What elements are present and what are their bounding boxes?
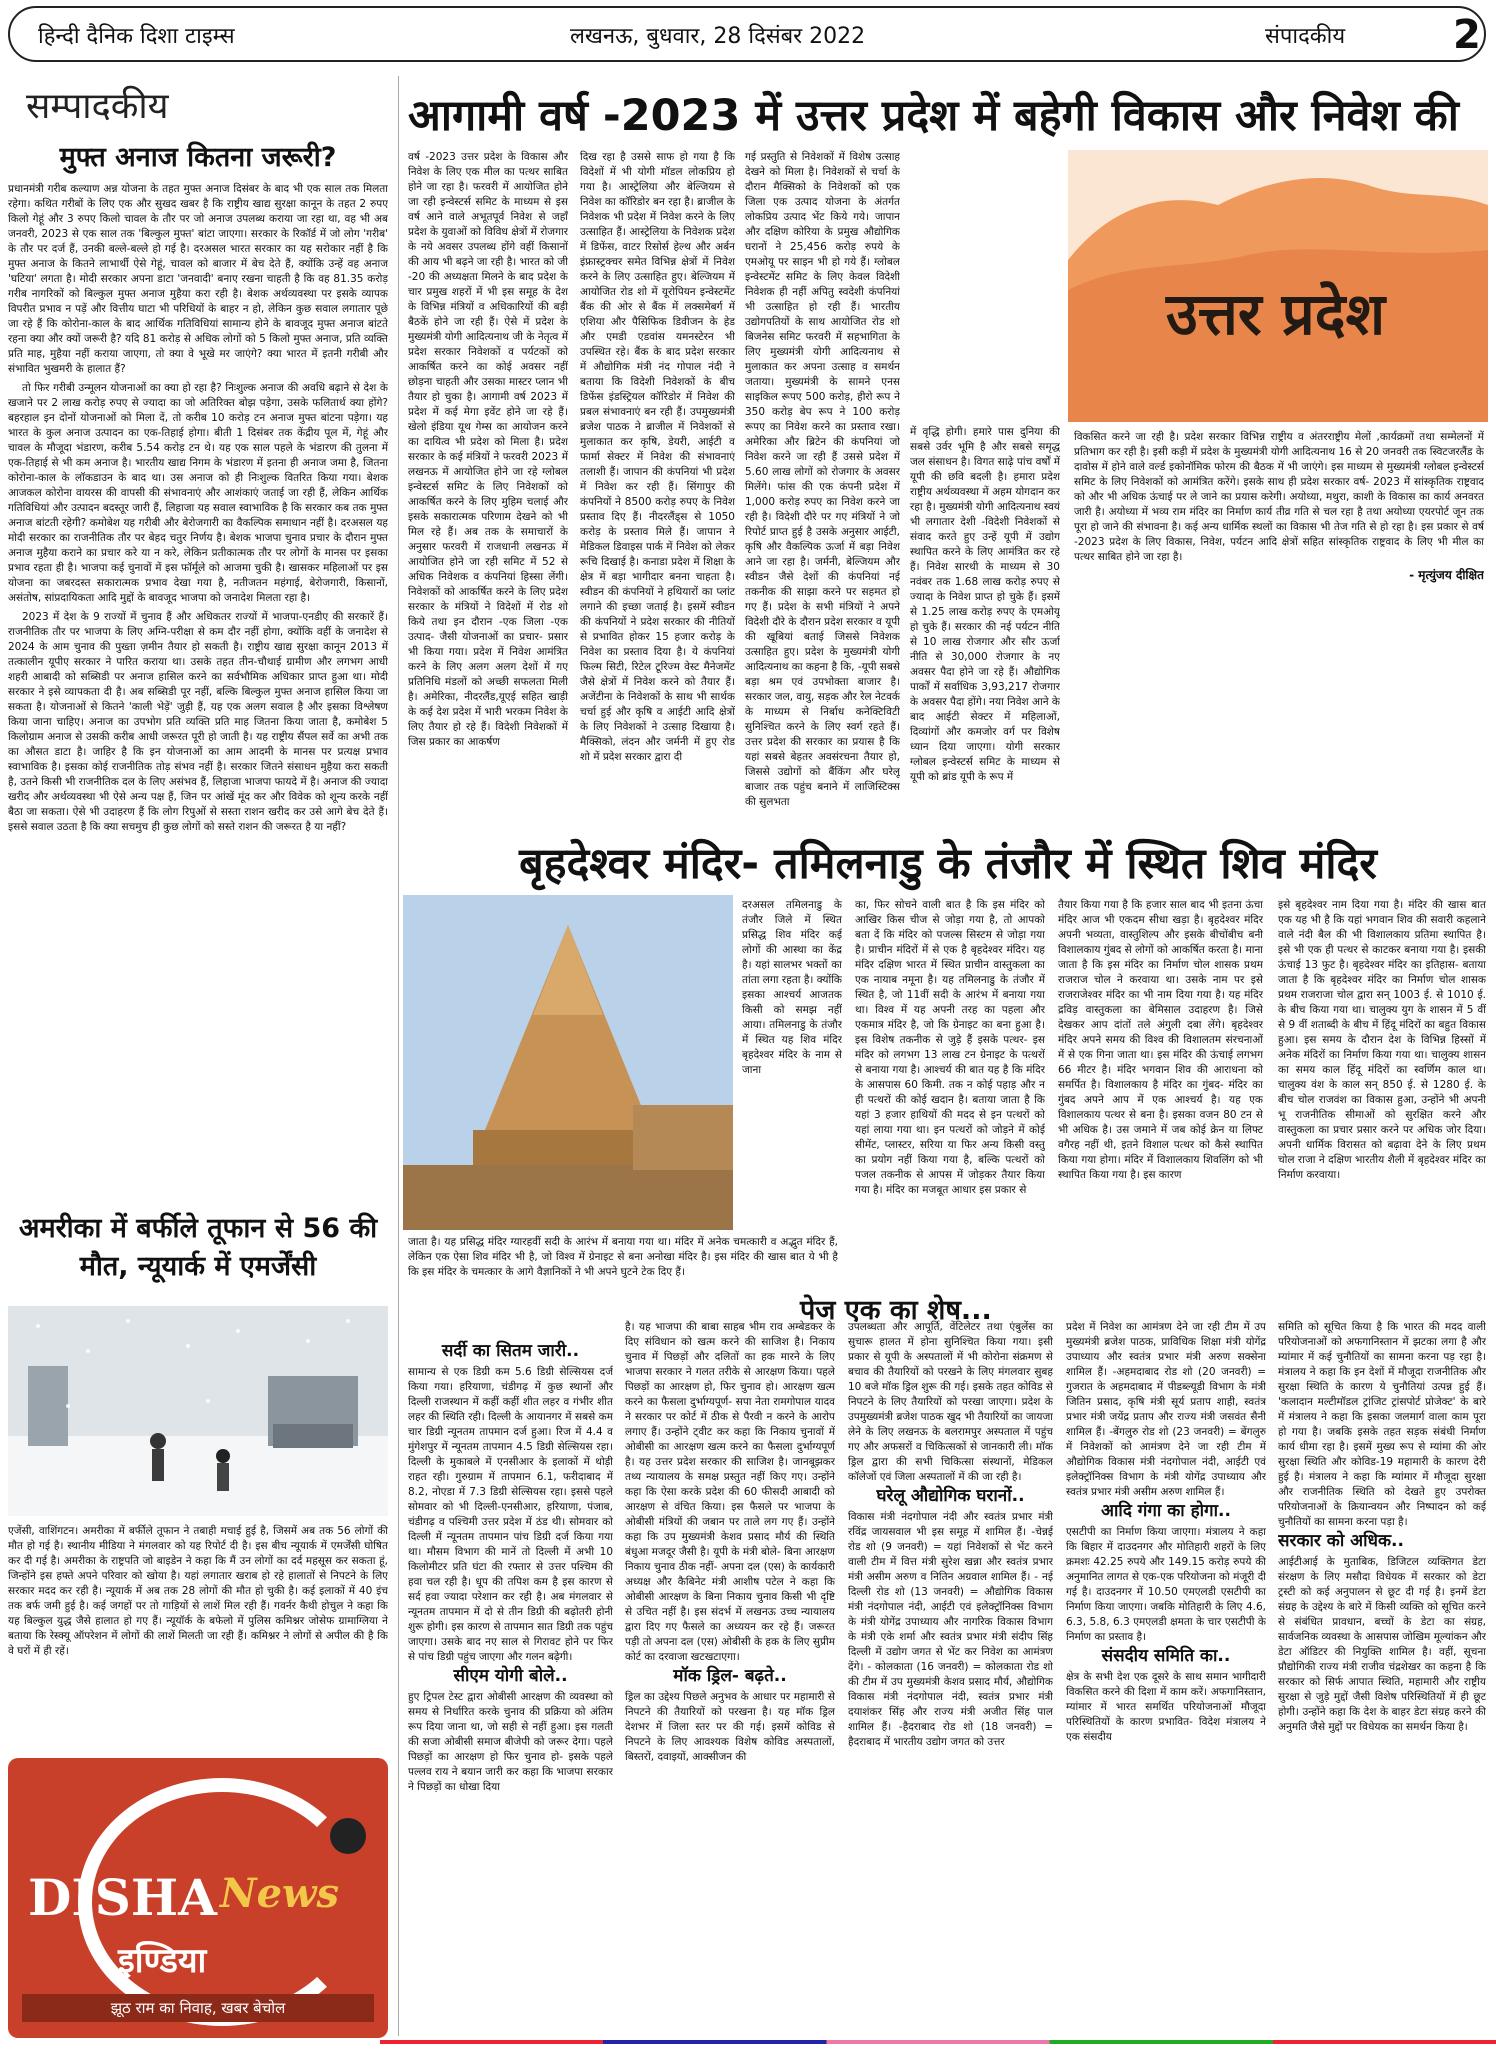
section-text: ड्रिल का उद्देश्य पिछले अनुभव के आधार पर महामारी से निपटने की तैयारियों को परखना है। यह मॉक ड्रिल देशभर में जिला स्तर पर की गई। इसमें कोविड से निपटने के लिए आवश्यक विशेष कोविड अस्पतालों, बिस्तरों, दवाइयों, आक्सीजन की (625, 1691, 835, 1763)
disha-news-promo (8, 1758, 388, 2038)
page-one-column-2 (625, 1320, 835, 2030)
promo-word-india: इण्डिया (118, 1941, 207, 1981)
up-column-4 (910, 150, 1060, 822)
promo-tagline: झूठ राम का निवाह, खबर बेचोल (22, 1994, 374, 2022)
up-map-image (1068, 150, 1488, 422)
section-text: है। यह भाजपा की बाबा साहब भीम राव अम्बेडकर के दिए संविधान को खत्म करने की साजिश है। निकाय चुनाव में पिछड़ों और दलितों का हक मारने के लिए भाजपा सरकार ने गलत तरीके से आरक्षण किया। पहले पिछड़ों का आरक्षण हो, फिर चुनाव हो। आरक्षण खत्म करने का फैसला दुर्भाग्यपूर्ण- सपा नेता रामगोपाल यादव ने सरकार पर कोर्ट में ठीक से पैरवी न करने के आरोप लगाए हैं। उन्होंने ट्वीट कर कहा कि निकाय चुनावों में ओबीसी का आरक्षण खत्म करने का फैसला दुर्भाग्यपूर्ण है। यह उत्तर प्रदेश सरकार की साजिश है। जानबूझकर तथ्य न्यायालय के समक्ष प्रस्तुत नहीं किए गए। उन्होंने कहा कि ऐसा करके प्रदेश की 60 फीसदी आबादी को आरक्षण से वंचित किया। इस फैसले पर भाजपा के ओबीसी मंत्रियों की जबान पर ताले लग गए हैं। उन्होंने कहा कि उप मुख्यमंत्री केशव प्रसाद मौर्य की स्थिति बंधुआ मजदूर जैसी है। यूपी के मंत्री बोले- बिना आरक्षण निकाय चुनाव ठीक नहीं- अपना दल (एस) के कार्यकारी अध्यक्ष और कैबिनेट मंत्री आशीष पटेल ने कहा कि ओबीसी आरक्षण के बिना निकाय चुनाव किसी भी दृष्टि से उचित नहीं है। इस संदर्भ में लखनऊ उच्च न्यायालय द्वारा दिए गए फैसले का अध्ययन कर रहे हैं। जरूरत पड़ी तो अपना दल (एस) ओबीसी के हक के लिए सुप्रीम कोर्ट का दरवाजा खटखटाएगा। (625, 1321, 835, 1663)
masthead-bar (8, 6, 1486, 62)
temple-text: का, फिर सोचने वाली बात है कि इस मंदिर को आखिर किस चीज से जोड़ा गया है, तो आपको बता दें कि मंदिर को पजल्स सिस्टम से जोड़ा गया है। प्राचीन मंदिरों में से एक है बृहदेश्वर मंदिर। यह मंदिर दक्षिण भारत में स्थित प्राचीन वास्तुकला का एक नायाब नमूना है। यह तमिलनाडु के तंजौर में स्थित है, जो 11वीं सदी के आरंभ में बनाया गया था। विश्व में यह अपनी तरह का पहला और एकमात्र मंदिर है, जो कि ग्रेनाइट का बना हुआ है। इस विशेष तकनीक से जुड़े हैं इसके पत्थर- इस मंदिर को लगभग 13 लाख टन ग्रेनाइट के पत्थरों से बनाया गया है। आश्चर्य की बात यह है कि मंदिर के आसपास 60 किमी. तक न कोई पहाड़ और न ही पत्थरों की कोई खदान है। बताया जाता है कि यहां 3 हजार हाथियों की मदद से इन पत्थरों को यहां लाया गया था। इन पत्थरों को जोड़ने में कोई सीमेंट, प्लास्टर, सरिया या फिर अन्य किसी वस्तु का प्रयोग नहीं किया गया है, बल्कि पत्थरों को पजल तकनीक से आपस में जोड़कर तैयार किया गया है। मंदिर का मजबूत आधार इस प्रकार से (855, 899, 1045, 1196)
up-text: में वृद्धि होगी। हमारे पास दुनिया की सबसे उर्वर भूमि है और सबसे समृद्ध जल संसाधन है। विगत साढ़े पांच वर्षों में यूपी की छवि बदली है। हमारा प्रदेश राष्ट्रीय अर्थव्यवस्था में अहम योगदान कर रहा है। मुख्यमंत्री योगी आदित्यनाथ स्वयं भी लगातार देशी -विदेशी निवेशकों से संवाद करते हुए उन्हें यूपी में उद्योग स्थापित करने के लिए आमंत्रित कर रहे हैं। निवेश सारथी के माध्यम से 30 नवंबर तक 1.68 लाख करोड़ रुपए से ज्यादा के निवेश प्राप्त हो चुके हैं। इसमें से 1.25 लाख करोड़ रुपए के एमओयू हो चुके हैं। सरकार की नई पर्यटन नीति से 10 लाख रोजगार और सौर ऊर्जा नीति से 30,000 रोजगार के नए अवसर पैदा होने जा रहे हैं। औद्योगिक पार्कों में सर्वाधिक 3,93,217 रोजगार के अवसर पैदा होंगे। नया निवेश आने के बाद आईटी सेक्टर में महिलाओं, दिव्यांगों और कमजोर वर्ग पर विशेष ध्यान दिया जाएगा। योगी सरकार ग्लोबल इन्वेस्टर्स समिट के माध्यम से यूपी को ब्रांड यूपी के रूप में (910, 426, 1060, 783)
snow-scene-image (8, 1306, 388, 1516)
up-text: वर्ष -2023 उत्तर प्रदेश के विकास और निवेश के लिए एक मील का पत्थर साबित होने जा रहा है। फरवरी में आयोजित होने जा रही इन्वेस्टर्स समिट के माध्यम से इस वर्ष आने वाले अभूतपूर्व निवेश से जहाँ प्रदेश के युवाओं को विविध क्षेत्रों में रोजगार के नये अवसर उपलब्ध होंगे वहीं किसानों की आय भी बढ़ने जा रही है। भारत को जी -20 की अध्यक्षता मिलने के बाद प्रदेश के चार प्रमुख शहरों में भी इस समूह के देश के विभिन्न मंत्रियों व अधिकारियों की बड़ी बैठकें होने जा रही हैं। ऐसे में प्रदेश के मुख्यमंत्री योगी आदित्यनाथ जी के नेतृत्व में प्रदेश सरकार निवेशकों व पर्यटकों को आकर्षित करने का कोई अवसर नहीं छोड़ना चाहती और उसका मास्टर प्लान भी तैयार हो चुका है। आगामी वर्ष 2023 में प्रदेश में कई मेगा इवेंट होने जा रहे हैं। खेलो इंडिया यूथ गेम्स का आयोजन करने का दायित्व भी प्रदेश को मिला है। प्रदेश सरकार के कई मंत्रियों ने फरवरी 2023 में लखनऊ में आयोजित होने जा रहे ग्लोबल इन्वेस्टर्स समिट के लिए निवेशकों को आकर्षित करने के लिए मुहिम चलाई और इसके सकारात्मक परिणाम देखने को भी मिल रहे हैं। अब तक के समाचारों के अनुसार फरवरी में राजधानी लखनऊ में आयोजित होने जा रही समिट में 52 से अधिक निवेशक व कंपनियां हिस्सा लेंगी। निवेशकों को आकर्षित करने के लिए प्रदेश सरकार के मंत्रियों ने विदेशों में रोड शो किये तथा इन दौरान -एक जिला -एक उत्पाद- जैसी योजनाओं का प्रचार- प्रसार भी किया गया। प्रदेश में निवेश आमंत्रित करने के लिए अलग अलग देशों में गए प्रतिनिधि मंडलों को अच्छी सफलता मिली है। अमेरिका, नीदरलैंड,यूएई सहित खाड़ी के कई देश प्रदेश में भारी भरकम निवेश के लिए तैयार हो रहे हैं। विदेशी निवेशकों में जिस प्रकार का आकर्षण (408, 151, 568, 748)
editorial-title: मुफ्त अनाज कितना जरूरी? (59, 142, 337, 173)
temple-text: दरअसल तमिलनाडु के तंजौर जिले में स्थित प्रसिद्ध शिव मंदिर कई लोगों की आस्था का केंद्र है। यहां सालभर भक्तों का तांता लगा रहता है। क्योंकि इसका आश्चर्य आजतक किसी को समझ नहीं आया। तमिलनाडु के तंजौर में स्थित यह शिव मंदिर बृहदेश्वर मंदिर के नाम से जाना (742, 899, 842, 1076)
temple-column-3 (1058, 898, 1263, 1273)
section-heading: घरेलू औद्योगिक घरानों.. (876, 1486, 1025, 1506)
section-text: आईटीआई के मुताबिक, डिजिटल व्यक्तिगत डेटा संरक्षण के लिए मसौदा विधेयक में सरकार को डेटा ट्रस्टी को कई अनुपालन से छूट दी गई है। इनमें डेटा संग्रह के उद्देश्य के बारे में किसी व्यक्ति को सूचित करने से संबंधित प्रावधान, बच्चों के डेटा का संग्रह, सार्वजनिक व्यवस्था के आसपास जोखिम मूल्यांकन और डेटा ऑडिटर की नियुक्ति शामिल है। वहीं, सूचना प्रौद्योगिकी राज्य मंत्री राजीव चंद्रशेखर का कहना है कि सरकार को सिर्फ आपात स्थिति, महामारी और राष्ट्रीय सुरक्षा से जुड़े मुद्दों जैसी विशेष परिस्थितियों में ही छूट होगी। उन्होंने कहा कि देश के बाहर डेटा संग्रह करने की अनुमति जैसे मुद्दों पर विधेयक का समर्थन किया है। (1278, 1556, 1486, 1733)
page-number: 2 (1453, 12, 1481, 58)
editorial-label: सम्पादकीय (26, 86, 169, 127)
editorial-paragraph: प्रधानमंत्री गरीब कल्याण अन्न योजना के तहत मुफ्त अनाज दिसंबर के बाद भी एक साल तक मिलता रहेगा। कथित गरीबों के लिए एक और सुखद खबर है कि राष्ट्रीय खाद्य सुरक्षा कानून के तहत 2 रुपए किलो गेहूं और 3 रुपए किलो चावल के तौर पर जो अनाज उपलब्ध कराया जा रहा था, वह भी अब जनवरी, 2023 से एक साल तक 'बिल्कुल मुफ्त' बांटा जाएगा। सरकार के रिकॉर्ड में जो लोग 'गरीब' के तौर पर दर्ज हैं, उनकी बल्ले-बल्ले हो गई है। दरअसल भारत सरकार का यह सरोकार नहीं है कि मुफ्त अनाज के कितने लाभार्थी ऐसे गेहूं, चावल को बाजार में बेच देते हैं, क्योंकि उन्हें वह अनाज 'घटिया' लगता है। मोदी सरकार अपना डाटा 'जनवादी' बनाए रखना चाहती है कि वह 81.35 करोड़ गरीब नागरिकों को बिल्कुल मुफ्त अनाज मुहैया करा रही है। बेशक अर्थव्यवस्था पर इसके व्यापक विपरीत प्रभाव न पड़ें और वित्तीय घाटा भी परिधियों के बाहर न हो, लेकिन कुछ सवाल लगातार पूछे जा रहे हैं कि कोरोना-काल के बाद आर्थिक गतिविधियां सामान्य होने के बावजूद मुफ्त अनाज बांटते रहना क्या और क्यों जरूरी है? यदि 81 करोड़ से अधिक लोगों को 5 किलो मुफ्त अनाज, प्रति व्यक्ति प्रति माह, मुहैया नहीं कराया जाएगा, तो क्या वे भूखे मर जाएंगे? क्या भारत में इतनी गरीबी और संभावित भुखमरी के हालात हैं? (8, 183, 388, 375)
up-text: गई प्रस्तुति से निवेशकों में विशेष उत्साह देखने को मिला है। निवेशकों से चर्चा के दौरान मैक्सिको के निवेशकों को एक जिला एक उत्पाद योजना के अंतर्गत लोकप्रिय उत्पाद भेंट किये गये। जापान और दक्षिण कोरिया के प्रमुख औद्योगिक घरानों ने 25,456 करोड़ रुपये के एमओयू पर साइन भी हो गये हैं। ग्लोबल इन्वेस्टमेंट समिट के लिए केवल विदेशी निवेशक ही नहीं अपितु स्वदेशी कंपनियां भी उत्साहित हो रही हैं। भारतीय उद्योगपतियों के साथ आयोजित रोड शो बिजनेस समिट फरवरी में सहभागिता के लिए मुख्यमंत्री योगी आदित्यनाथ से मुलाकात कर अपना उत्साह व समर्थन जताया। मुख्यमंत्री के सामने एनस साइकिल रूपए 500 करोड़, हीरो रूप ने 350 करोड़ बेप रूप ने 100 करोड़ रूपए का निवेश करने का प्रस्ताव रखा। अमेरिका और ब्रिटेन की कंपनियां जो निवेश करने जा रही हैं उससे प्रदेश में 5.60 लाख लोगों को रोजगार के अवसर मिलेंगे। फांस की एक कंपनी प्रदेश में 1,000 करोड़ रुपए का निवेश करने जा रही है। विदेशी दौरे पर गए मंत्रियों ने जो रिपोर्ट प्राप्त हुई है उसके अनुसार आईटी, कृषि और वैकल्पिक ऊर्जा में बड़ा निवेश आने जा रहा है। जर्मनी, बेल्जियम और स्वीडन जैसे देशों की कंपनियां नई तकनीक की साझा करने पर सहमत हो गए हैं। प्रदेश के सभी मंत्रियों ने अपने विदेशी दौरे के दौरान प्रदेश सरकार व यूपी की खूबियां बताई जिससे निवेशक उत्साहित हुए। प्रदेश के मुख्यमंत्री योगी आदित्यनाथ का कहना है कि, -यूपी सबसे बड़ा श्रम एवं उपभोक्ता बाजार है। सरकार जल, वायु, सड़क और रेल नेटवर्क के माध्यम से निर्बाध कनेक्टिविटी सुनिश्चित करने के लिए स्वर्ग रहते हैं। उत्तर प्रदेश की सरकार का प्रयास है कि यहां सबसे बेहतर अवसंरचना तैयार हो, जिससे उद्योगों को बैंकिंग और घरेलू बाजार तक पहुंच बनाने में लाजिस्टिक्स की सुलभता (745, 151, 900, 808)
page-one-column-4 (1066, 1320, 1266, 2030)
map-label: उत्तर प्रदेश (1166, 280, 1386, 348)
up-text: दिख रहा है उससे साफ हो गया है कि विदेशों में भी योगी मॉडल लोकप्रिय हो गया है। आस्ट्रेलिया और बेल्जियम से निवेश का कॉरिडोर बन रहा है। ब्राजील के निवेशक भी प्रदेश में निवेश करने के लिए उत्साहित हैं। आस्ट्रेलिया के निवेशक प्रदेश में डिफेंस, वाटर रिसोर्स हेल्थ और अर्बन इंफ्रास्ट्रक्चर समेत विभिन्न क्षेत्रों में निवेश करने के लिए उत्साहित हुए। बेल्जियम में आयोजित रोड शो में यूरोपियन इन्वेस्टमेंट बैंक की ओर से बैंक में लक्समेबर्ग में एशिया और पैसिफिक डिवीजन के हेड और एमडी एडवांस यमनस्टेरन भी उपस्थित रहे। बैंक के बाद प्रदेश सरकार में औद्योगिक मंत्री नंद गोपाल नंदी ने बताया कि विदेशी निवेशकों के बीच डिफेंस इंडस्ट्रियल कॉरिडोर में निवेश की प्रबल संभावनाएं बन रही हैं। उपमुख्यमंत्री ब्रजेश पाठक ने ब्राजील में निवेशकों से मुलाकात कर कृषि, डेयरी, आईटी व फार्मा सेक्टर में निवेश की संभावनाएं तलाशी हैं। जापान की कंपनियां भी प्रदेश में निवेश कर रही हैं। सिंगापुर की कंपनियों ने 8500 करोड़ रुपए के निवेश प्रस्ताव दिए हैं। नीदरलैंड्स से 1050 करोड़ के प्रस्ताव मिले हैं। जापान ने मेडिकल डिवाइस पार्क में निवेश को लेकर रूचि दिखाई है। कनाडा प्रदेश में शिक्षा के क्षेत्र में बड़ा भागीदार बनना चाहता है। स्वीडन की कंपनियों ने हथियारों का प्लांट लगाने की इच्छा जताई है। इसमें स्वीडन की कंपनियों ने प्रदेश सरकार की नीतियों से प्रभावित होकर 15 हजार करोड़ के निवेश का प्रस्ताव दिया है। ये कंपनियां फिल्म सिटी, रिटेल टूरिज्म वेस्ट मैनेजमेंट जैसे क्षेत्रों में निवेश करने को तैयार हैं। अजेंटीना के निवेशकों के साथ भी सार्थक चर्चा हुई और कृषि व आईटी आदि क्षेत्रों के लिए निवेशकों ने उत्साह दिखाया है। मैक्सिको, लंदन और जर्मनी में हुए रोड शो में प्रदेश सरकार द्वारा दी (580, 151, 735, 763)
up-column-4-spacer (910, 150, 1060, 422)
temple-text: इसे बृहदेश्वर नाम दिया गया है। मंदिर की खास बात एक यह भी है कि यहां भगवान शिव की सवारी कहलाने वाले नंदी बैल की भी विशालकाय प्रतिमा स्थापित है। इसे भी एक ही पत्थर से काटकर बनाया गया है। इसकी ऊंचाई 13 फुट है। बृहदेश्वर मंदिर का इतिहास- बताया जाता है कि बृहदेश्वर मंदिर का निर्माण चोल शासक प्रथम राजराजा चोल द्वारा सन् 1003 ई. से 1010 ई. के बीच किया गया था। चालुक्य युग के शासन में 5 वीं से 9 वीं शताब्दी के बीच में हिंदू मंदिरों का बहुत विकास हुआ। इस समय के दौरान देश के विभिन्न हिस्सों में अनेक मंदिरों का निर्माण किया गया था। चालुक्य शासन का समय काल हिंदू मंदिरों का स्वर्णिम काल था। चालुक्य वंश के काल सन् 850 ई. से 1280 ई. के बीच चोल राजवंश का विकास हुआ, उन्होंने भी अपनी भू राजनीतिक सीमाओं को सुरक्षित करने और वास्तुकला का प्रचार प्रसार करने पर अधिक जोर दिया। अपनी धार्मिक विरासत को बढ़ावा देने के लिए प्रथम चोल राजा ने दक्षिण भारतीय शैली में बृहदेश्वर मंदिर का निर्माण करवाया। (1278, 899, 1486, 1181)
promo-word-disha: DISHA (28, 1868, 217, 1927)
editorial-paragraph: 2023 में देश के 9 राज्यों में चुनाव हैं और अधिकतर राज्यों में भाजपा-एनडीए की सरकारें हैं। राजनीतिक तौर पर भाजपा के लिए अग्नि-परीक्षा से कम दौर नहीं होगा, क्योंकि वहीं के जनादेश से 2024 के आम चुनाव की पुख्ता ज़मीन तैयार हो सकती है। राष्ट्रीय खाद्य सुरक्षा कानून 2013 में तत्कालीन यूपीए सरकार ने पारित कराया था। उसके तहत तीन-चौथाई ग्रामीण और लगभग आधी शहरी आबादी को सब्सिडी पर अनाज हासिल करने का सर्वभौमिक अधिकार प्राप्त हुआ था। मोदी सरकार ने इसे व्यापकता दी है। अब सब्सिडी पूर नहीं, बल्कि बिल्कुल मुफ्त अनाज हासिल किया जा सकता है। योजनाओं से कितने 'काली भेड़ें' जुड़ी हैं, यह एक अलग सवाल है और इसका विश्लेषण किया जाना चाहिए। अनाज का उपभोग प्रति व्यक्ति प्रति माह जितना किया जाता है, कमोबेश 5 किलोग्राम अनाज से उसकी करीब आधी जरूरत पूरी हो जाती है। यह राष्ट्रीय सैंपल सर्वे का अभी तक का औसत डाटा है। जाहिर है कि इन योजनाओं का आम आदमी के मानस पर प्रत्यक्ष प्रभाव स्वाभाविक है। इसका कोई राजनीतिक तोड़ संभव नहीं है। सरकार जितने संसाधन मुहैया करा सकती है, उतने किसी भी राजनीतिक दल के लिए असंभव हैं, लिहाजा भाजपा फायदे में है। अनाज की ज्यादा खरीद और अर्थव्यवस्था भी ऐसे अन्य पक्ष हैं, जिन पर आंखें मूंद कर और विवेक को शून्य करके नहीं बैठा जा सकता। ऐसे भी उदाहरण हैं कि लोग रिपुओं से सस्ता राशन खरीद कर उसे आगे बेच देते हैं। इससे सवाल उठता है कि क्या सचमुच ही कुछ लोगों को सस्ते राशन की जरूरत है या नहीं? (8, 611, 388, 833)
section-heading: मॉक ड्रिल- बढ़ते.. (673, 1666, 787, 1686)
snowstorm-photo (8, 1306, 388, 1516)
up-column-3 (745, 150, 900, 822)
newspaper-name: हिन्दी दैनिक दिशा टाइम्स (38, 24, 235, 49)
section-heading: आदि गंगा का होगा.. (1101, 1501, 1231, 1521)
footer-color-bar (380, 2040, 1496, 2044)
editorial-paragraph: तो फिर गरीबी उन्मूलन योजनाओं का क्या हो रहा है? निःशुल्क अनाज की अवधि बढ़ाने से देश के खजाने पर 2 लाख करोड़ रुपए से ज्यादा का जो अतिरिक्त बोझ पड़ेगा, उसके फलितार्थ क्या होंगे? बहरहाल इन दोनों योजनाओं को मिला दें, तो करीब 10 करोड़ टन अनाज मुफ्त बांटना पड़ेगा। यह भारत के कुल अनाज उत्पादन का एक-तिहाई होगा। बीती 1 दिसंबर तक केंद्रीय पूल में, गेहूं और चावल के मौजूदा भंडारण, करीब 5.54 करोड़ टन थे। यह एक साल पहले के भंडारण की तुलना में एक-तिहाई से भी कम अनाज है। भारतीय खाद्य निगम के भंडारण में इतना ही अनाज जमा है, जितना कोरोना-काल के लॉकडाउन के बाद था। उस अनाज को ही निःशुल्क वितरित किया गया। बेशक आजकल कोरोना वायरस की वापसी की संभावनाएं और आशंकाएं जताई जा रही हैं, लेकिन आर्थिक गतिविधियां और उत्पादन बदस्तूर जारी हैं, लिहाजा यह सवाल स्वाभाविक है कि सरकार कब तक मुफ्त अनाज बांटती रहेगी? कमोबेश यह गरीबी और बेरोजगारी का वैकल्पिक समाधान नहीं है। दरअसल यह मोदी सरकार का राजनीतिक तौर पर बेहद चतुर निर्णय है। बेशक भाजपा चुनाव प्रचार के दौरान मुफ्त अनाज मुहैया कराने का प्रचार करे या न करे, लेकिन प्रतीकात्मक तौर पर लोगों के मानस पर इसका प्रभाव रहता ही है। भाजपा कई चुनावों में इस फॉर्मूले को आजमा चुकी है। खासकर महिलाओं पर इस योजना का जबरदस्त सकारात्मक प्रभाव देखा गया है, नतीजतन महंगाई, बेरोजगारी, किसानों, असंतोष, सांप्रदायिकता आदि मुद्दों के बावजूद भाजपा को जनादेश मिलता रहा है। (8, 382, 388, 604)
microphone-icon (330, 1818, 366, 1854)
us-storm-body-container (8, 1524, 388, 1663)
page-one-continued-heading: पेज एक का शेष... (800, 1295, 992, 1326)
temple-text: जाता है। यह प्रसिद्ध मंदिर ग्यारहवीं सदी के आरंभ में बनाया गया था। मंदिर में अनेक चमत्कारी व अद्भुत मंदिर हैं, लेकिन एक ऐसा शिव मंदिर भी है, जो विश्व में ग्रेनाइट से बना अनोखा मंदिर है। इस मंदिर की खास बात ये भी है कि इस मंदिर के चमत्कार के आगे वैज्ञानिकों ने भी अपने घुटने टेक दिए हैं। (408, 1236, 838, 1278)
us-storm-headline: अमरीका में बर्फीले तूफान से 56 की मौत, न्यूयार्क में एमर्जेंसी (18, 1213, 378, 1282)
section-text: समिति को सूचित किया है कि भारत की मदद वाली परियोजनाओं को अफगानिस्तान में झटका लगा है और म्यांमार में कई चुनौतियों का सामना करना पड़ रहा है। मंत्रालय ने कहा कि इन देशों में मौजूदा राजनीतिक और सुरक्षा स्थिति के कारण ये चुनौतियां उत्पन्न हुई हैं। 'कलादान मल्टीमॉडल ट्रांजिट ट्रांसपोर्ट प्रोजेक्ट' के बारे में मंत्रालय ने कहा कि इसका जलमार्ग वाला काम पूरा हो गया है। जबकि इसके तहत सड़क संबंधी निर्माण कार्य धीमा रहा है। इसमें मुख्य रूप से म्यांमा की ओर सुरक्षा स्थिति और कोविड-19 महामारी के कारण देरी हुई है। मंत्रालय ने कहा कि म्यांमार में मौजूदा सुरक्षा और राजनीतिक स्थिति को देखते हुए उपरोक्त परियोजनाओं के क्रियान्वयन और निष्पादन को कई चुनौतियों का सामना करना पड़ा है। (1278, 1321, 1486, 1528)
section-name: संपादकीय (1265, 24, 1346, 49)
up-column-1 (408, 150, 568, 822)
section-text: उपलब्धता और आपूर्ति, वेंटिलेटर तथा एंबुलेंस का सुचारू हालत में होना सुनिश्चित किया गया। इसी प्रकार से यूपी के अस्पतालों में भी कोरोना संक्रमण से बचाव की तैयारियों को परखने के लिए मंगलवार सुबह 10 बजे मॉक ड्रिल शुरू की गई। इसके तहत कोविड से निपटने के लिए तैयारियों को परखा जाएगा। प्रदेश के उपमुख्यमंत्री ब्रजेश पाठक खुद भी तैयारियों का जायजा लेने के लिए लखनऊ के बलरामपुर अस्पताल में पहुंच गए और अफसरों व चिकित्सकों से जानकारी ली। मॉक ड्रिल द्वारा की सभी चिकित्सा संस्थानों, मेडिकल कॉलेजों एवं जिला अस्पतालों में की जा रही है। (848, 1321, 1053, 1483)
section-heading: संसदीय समिति का.. (1101, 1646, 1231, 1666)
up-column-5 (1074, 430, 1484, 822)
up-text: विकसित करने जा रही है। प्रदेश सरकार विभिन्न राष्ट्रीय व अंतरराष्ट्रीय मेलों ,कार्यक्रमों तथा सम्मेलनों में प्रतिभाग कर रही है। इसी कड़ी में प्रदेश के मुख्यमंत्री योगी आदित्यनाथ 16 से 20 जनवरी तक स्विटजरलैंड के दावोस में होने वाले वर्ल्ड इकोनॉमिक फोरम की बैठक में भी जाएंगे। इस माध्यम से मुख्यमंत्री ग्लोबल इन्वेस्टर्स समिट के लिए निवेशकों को आमंत्रित करेंगे। इसके साथ ही प्रदेश सरकार वर्ष- 2023 में सांस्कृतिक राष्ट्रवाद को और भी अधिक ऊंचाई पर ले जाने का प्रयास करेगी। अयोध्या, मथुरा, काशी के विकास का कार्य अनवरत जारी है। अयोध्या में भव्य राम मंदिर का निर्माण कार्य तीव्र गति से चल रहा है तथा अयोध्या एयरपोर्ट जून तक पूरा हो जाने की संभावना है। कई अन्य धार्मिक स्थलों का विकास भी तेज गति से हो रहा है। इस प्रकार से वर्ष -2023 प्रदेश के लिए विकास, निवेश, पर्यटन आदि क्षेत्रों सहित सांस्कृतिक राष्ट्रवाद के लिए भी मील का पत्थर साबित होने जा रहा है। (1074, 431, 1484, 563)
temple-headline: बृहदेश्वर मंदिर- तमिलनाडु के तंजौर में स्थित शिव मंदिर (519, 839, 1377, 889)
section-heading: सीएम योगी बोले.. (453, 1666, 568, 1686)
up-headline: आगामी वर्ष -2023 में उत्तर प्रदेश में बहेगी विकास और निवेश की (408, 91, 1459, 141)
dateline: लखनऊ, बुधवार, 28 दिसंबर 2022 (570, 24, 866, 49)
temple-column-narrow (742, 898, 842, 1210)
column-divider (398, 76, 399, 2036)
section-text: एसटीपी का निर्माण किया जाएगा। मंत्रालय ने कहा कि बिहार में दाउदनगर और मोतिहारी शहरों के लिए क्रमशः 42.25 रुपये और 149.15 करोड़ रुपये की अनुमानित लागत से एक-एक परियोजना को मंजूरी दी गई है। दाउदनगर में 10.50 एमएलडी एसटीपी का निर्माण किया जाएगा। जबकि मोतिहारी के लिए 4.6, 6.3, 5.8, 6.3 एमएलडी क्षमता के चार एसटीपी के निर्माण का प्रस्ताव है। (1066, 1526, 1266, 1643)
up-byline: - मृत्युंजय दीक्षित (1409, 568, 1484, 582)
editorial-column (8, 80, 388, 839)
section-text: प्रदेश में निवेश का आमंत्रण देने जा रही टीम में उप मुख्यमंत्री ब्रजेश पाठक, प्राविधिक शिक्षा मंत्री योगेंद्र उपाध्याय और स्वतंत्र प्रभार मंत्री अरुण सक्सेना शामिल हैं। -अहमदाबाद रोड शो (20 जनवरी) = गुजरात के अहमदाबाद में पीडब्ल्यूडी विभाग के मंत्री जितिन प्रसाद, कृषि मंत्री सूर्य प्रताप शाही, स्वतंत्र प्रभार मंत्री जयेंद्र प्रताप और राज्य मंत्री जसवंत सैनी शामिल हैं। -बेंगलुरु रोड शो (23 जनवरी) = बेंगलुरु में निवेशकों को आमंत्रण देने जा रही टीम में औद्योगिक विकास मंत्री नंदगोपाल नंदी, आईटी एवं इलेक्ट्रॉनिक्स विभाग के मंत्री योगेंद्र उपाध्याय और स्वतंत्र प्रभार मंत्री असीम अरुण शामिल हैं। (1066, 1321, 1266, 1498)
section-text: हुए ट्रिपल टेस्ट द्वारा ओबीसी आरक्षण की व्यवस्था को समय से निर्धारित करके चुनाव की प्रक्रिया को अंतिम रूप दिया जाना था, जो सही से नहीं हुआ। इस गलती की सजा ओबीसी समाज बीजेपी को जरूर देगा। पहले पिछड़ों का आरक्षण हो फिर चुनाव हो- इसके पहले पल्लव राय ने बयान जारी कर कहा कि भाजपा सरकार ने पिछड़ों का धोखा दिया (408, 1691, 613, 1793)
temple-text: तैयार किया गया है कि हजार साल बाद भी इतना ऊंचा मंदिर आज भी एकदम सीधा खड़ा है। बृहदेश्वर मंदिर अपनी भव्यता, वास्तुशिल्प और इसके बीचोंबीच बनी विशालकाय गुंबद से लोगों को आकर्षित करता है। माना जाता है कि इस मंदिर का निर्माण चोल शासक प्रथम राजराज चोल ने करवाया था। उसके नाम पर इसे राजराजेश्वर मंदिर का भी नाम दिया गया है। यह मंदिर द्रविड़ वास्तुकला का बेमिसाल उदाहरण है। जिसे देखकर आप दांतों तले अंगुली दबा लेंगे। बृहदेश्वर मंदिर अपने समय की विश्व की विशालतम संरचनाओं में से एक गिना जाता था। इस मंदिर की ऊंचाई लगभग 66 मीटर है। मंदिर भगवान शिव की आराधना को समर्पित है। विशालकाय है मंदिर का गुंबद- मंदिर का गुंबद अपने आप में एक आश्चर्य है। यह एक विशालकाय पत्थर से बना है। इसका वजन 80 टन से भी अधिक है। उस जमाने में जब कोई क्रेन या लिफ्ट वगैरह नहीं थी, इतने विशाल पत्थर को कैसे स्थापित किया गया होगा। मंदिर में विशालकाय शिवलिंग को भी स्थापित किया गया है। इस कारण (1058, 899, 1263, 1181)
section-text: क्षेत्र के सभी देश एक दूसरे के साथ समान भागीदारी विकसित करने की दिशा में काम करें। अफगानिस्तान, म्यांमार में भारत समर्थित परियोजनाओं मौजूदा परिस्थितियों के कारण प्रभावित- विदेश मंत्रालय ने एक संसदीय (1066, 1671, 1266, 1743)
page-one-column-5 (1278, 1320, 1486, 2030)
page-one-column-1 (408, 1340, 613, 2030)
page-one-column-3 (848, 1320, 1053, 2030)
temple-column-4 (1278, 898, 1486, 1273)
temple-photo (403, 895, 733, 1230)
promo-word-news: News (220, 1870, 339, 1917)
section-heading: सर्दी का सितम जारी.. (441, 1341, 580, 1361)
temple-column-2 (855, 898, 1045, 1273)
section-text: विकास मंत्री नंदगोपाल नंदी और स्वतंत्र प्रभार मंत्री रविंद्र जायसवाल भी इस समूह में शामिल हैं। -चेन्नई रोड शो (9 जनवरी) = यहां निवेशकों से भेंट करने वाली टीम में वित्त मंत्री सुरेश खन्ना और स्वतंत्र प्रभार मंत्री असीम अरुण व नितिन अग्रवाल शामिल हैं। - नई दिल्ली रोड शो (13 जनवरी) = औद्योगिक विकास मंत्री नंदगोपाल नंदी, आईटी एवं इलेक्ट्रॉनिक्स विभाग के मंत्री योगेंद्र उपाध्याय और नागरिक विकास विभाग के मंत्री एके शर्मा और स्वतंत्र प्रभार मंत्री संदीप सिंह दिल्ली में उद्योग जगत से भेंट कर निवेश का आमंत्रण देंगे। - कोलकाता (16 जनवरी) = कोलकाता रोड शो की टीम में उप मुख्यमंत्री केशव प्रसाद मौर्य, औद्योगिक विकास मंत्री नंदगोपाल नंदी, स्वतंत्र प्रभार मंत्री दयाशंकर सिंह और राज्य मंत्री अजीत सिंह पाल शामिल हैं। -हैदराबाद रोड शो (18 जनवरी) = हैदराबाद में भारतीय उद्योग जगत को उत्तर (848, 1511, 1053, 1748)
temple-column-below-photo (408, 1235, 838, 1305)
section-text: सामान्य से एक डिग्री कम 5.6 डिग्री सेल्सियस दर्ज किया गया। हरियाणा, चंडीगढ़ में कुछ स्थानों और दिल्ली राजस्थान में कहीं कहीं शीत लहर व गंभीर शीत लहर की स्थिति रही। दिल्ली के आयानगर में सबसे कम चार डिग्री न्यूनतम तापमान दर्ज हुआ। रिज में 4.4 व मुंगेशपुर में न्यूनतम तापमान 4.5 डिग्री सेल्सियस रहा। दिल्ली के मुकाबले में एनसीआर के इलाकों में थोड़ी राहत रही। गुरुग्राम में तापमान 6.1, फरीदाबाद में 8.2, नोएडा में 7.3 डिग्री सेल्सियस रहा। इससे पहले सोमवार को भी दिल्ली-एनसीआर, हरियाणा, पंजाब, चंडीगढ़ व पश्चिमी उत्तर प्रदेश में ठंड थी। सोमवार को दिल्ली में न्यूनतम तापमान पांच डिग्री दर्ज किया गया था। मौसम विभाग की मानें तो दिल्ली में अभी 10 किलोमीटर प्रति घंटा की रफ्तार से उत्तर पश्चिम की हवा चल रही है। धूप की तपिश कम है इस कारण से सर्द हवा ज्यादा परेशान कर रही है। अब मंगलवार से न्यूनतम तापमान में दो से तीन डिग्री की बढ़ोतरी होनी शुरू होगी। इस कारण से तापमान सात डिग्री तक पहुंच जाएगा। उसके बाद नए साल से गिरावट होने पर फिर से पांच डिग्री पहुंच जाएगा और गलन बढ़ेगी। (408, 1366, 613, 1663)
us-storm-body: एजेंसी, वाशिंगटन। अमरीका में बर्फीले तूफान ने तबाही मचाई हुई है, जिसमें अब तक 56 लोगों की मौत हो गई है। स्थानीय मीडिया ने मंगलवार को यह रिपोर्ट दी है। इस बीच न्यूयार्क में एमर्जेंसी घोषित कर दी गई है। अमरीका के राष्ट्रपति जो बाइडेन ने कहा कि मैं उन लोगों का दर्द महसूस कर सकता हूं, जिन्होंने इस हफ्ते अपने परिवार को खोया है। यहां लगातार खराब हो रहे हालातों से निपटने के लिए सरकार मदद कर रही है। न्यूयार्क में अब तक 28 लोगों की मौत हो चुकी है। कई इलाकों में 40 इंच तक बर्फ जमी हुई है। कई जगहों पर तो गाड़ियों से लाशें मिल रही हैं। गवर्नर कैथी होचुल ने कहा कि यह बिल्कुल युद्ध जैसे हालात हो गए हैं। न्यूयॉर्क के बफेलो में पुलिस कमिश्नर जोसेफ ग्रामाग्लिया ने बताया कि रेस्क्यू ऑपरेशन में लोगों की लाशें मिलती जा रही हैं। कमिश्नर ने लोगों से अपील की है कि वे घरों में ही रहें। (8, 1525, 388, 1657)
up-column-2 (580, 150, 735, 822)
section-heading: सरकार को अधिक.. (1278, 1531, 1404, 1551)
temple-image (403, 895, 733, 1230)
